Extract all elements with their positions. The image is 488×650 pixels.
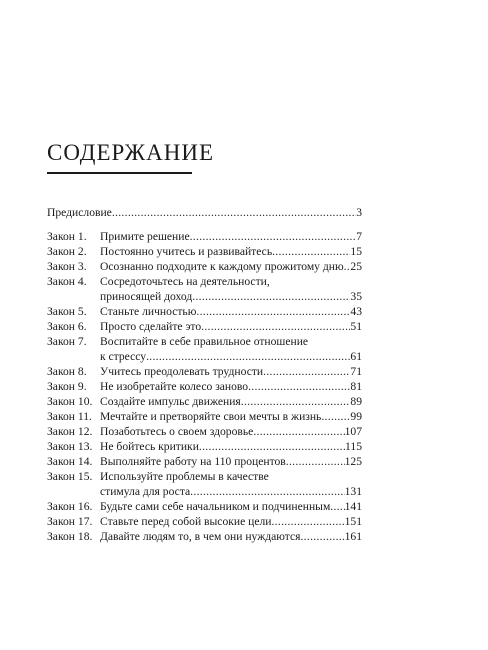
- page-number: 3: [356, 206, 362, 219]
- page-number: 115: [345, 440, 362, 453]
- law-number: Закон 10.: [47, 395, 93, 408]
- entry-title: Постоянно учитесь и развивайтесь: [100, 245, 273, 258]
- page-number: 151: [344, 515, 362, 528]
- page-number: 71: [350, 365, 362, 378]
- toc-entry[interactable]: [47, 304, 362, 319]
- page-number: 81: [350, 380, 362, 393]
- toc-entry[interactable]: [47, 424, 362, 439]
- page-number: 107: [344, 425, 362, 438]
- page-number: 61: [350, 350, 362, 363]
- dot-leader: [321, 409, 350, 424]
- page-number: 131: [344, 485, 362, 498]
- toc-entry[interactable]: [47, 379, 362, 394]
- dot-leader: [146, 349, 350, 364]
- page-number: 51: [350, 320, 362, 333]
- entry-title: к стрессу: [100, 350, 147, 363]
- entry-title: приносящей доход: [100, 290, 193, 303]
- toc-entry[interactable]: [47, 439, 362, 454]
- law-number: Закон 3.: [47, 260, 87, 273]
- entry-title: Выполняйте работу на 110 процентов: [100, 455, 286, 468]
- entry-title-line1: Сосредоточьтесь на деятельности,: [100, 275, 270, 288]
- toc-title: СОДЕРЖАНИЕ: [47, 140, 215, 165]
- entry-title: стимула для роста: [100, 485, 191, 498]
- law-number: Закон 13.: [47, 440, 93, 453]
- law-number: Закон 2.: [47, 245, 87, 258]
- law-number: Закон 17.: [47, 515, 93, 528]
- page-number: 25: [350, 260, 362, 273]
- toc-entry[interactable]: [47, 454, 362, 469]
- toc-entry[interactable]: [47, 334, 362, 364]
- dot-leader: [253, 424, 344, 439]
- dot-leader: [201, 319, 350, 334]
- dot-leader: [248, 379, 350, 394]
- toc-entry[interactable]: [47, 364, 362, 379]
- law-number: Закон 4.: [47, 275, 87, 288]
- entry-title: Учитесь преодолевать трудности: [100, 365, 264, 378]
- entry-title: Будьте сами себе начальником и подчиненным: [100, 500, 331, 513]
- dot-leader: [330, 499, 344, 514]
- entry-title: Осознанно подходите к каждому прожитому дню: [100, 260, 344, 273]
- entry-title-line1: Воспитайте в себе правильное отношение: [100, 335, 309, 348]
- page-number: 125: [344, 455, 362, 468]
- toc-entry[interactable]: [47, 529, 362, 544]
- toc-entry[interactable]: [47, 274, 362, 304]
- page-number: 89: [350, 395, 362, 408]
- dot-leader: [190, 484, 344, 499]
- entry-title: Просто сделайте это: [100, 320, 202, 333]
- toc-entry[interactable]: [47, 259, 362, 274]
- dot-leader: [271, 514, 344, 529]
- dot-leader: [286, 454, 345, 469]
- law-number: Закон 6.: [47, 320, 87, 333]
- toc-entry[interactable]: [47, 469, 362, 499]
- page-number: 99: [350, 410, 362, 423]
- dot-leader: [199, 439, 345, 454]
- dot-leader: [241, 394, 351, 409]
- law-number: Закон 12.: [47, 425, 93, 438]
- law-number: Закон 5.: [47, 305, 87, 318]
- entry-title: Позаботьтесь о своем здоровье: [100, 425, 254, 438]
- toc-entry[interactable]: [47, 319, 362, 334]
- page-number: 35: [350, 290, 362, 303]
- dot-leader: [192, 289, 350, 304]
- page-number: 7: [356, 230, 362, 243]
- law-number: Закон 8.: [47, 365, 87, 378]
- toc-entry[interactable]: [47, 394, 362, 409]
- law-number: Закон 9.: [47, 380, 87, 393]
- toc-entry[interactable]: [47, 499, 362, 514]
- law-list: [47, 229, 362, 544]
- page-number: 141: [344, 500, 362, 513]
- entry-title: Ставьте перед собой высокие цели: [100, 515, 272, 528]
- table-of-contents: [47, 205, 362, 544]
- toc-entry[interactable]: [47, 229, 362, 244]
- toc-entry[interactable]: [47, 244, 362, 259]
- entry-title: Создайте импульс движения: [100, 395, 241, 408]
- law-number: Закон 1.: [47, 230, 87, 243]
- law-number: Закон 15.: [47, 470, 93, 483]
- toc-entry[interactable]: [47, 514, 362, 529]
- entry-title: Мечтайте и претворяйте свои мечты в жизнь: [100, 410, 322, 423]
- preface-label: Предисловие: [47, 206, 112, 219]
- page-number: 43: [350, 305, 362, 318]
- title-underline: [47, 172, 192, 174]
- page-number: 15: [350, 245, 362, 258]
- law-number: Закон 7.: [47, 335, 87, 348]
- entry-title: Давайте людям то, в чем они нуждаются: [100, 530, 301, 543]
- page-number: 161: [344, 530, 362, 543]
- toc-entry[interactable]: [47, 409, 362, 424]
- dot-leader: [190, 229, 357, 244]
- entry-title: Не изобретайте колесо заново: [100, 380, 249, 393]
- dot-leader: [263, 364, 350, 379]
- entry-title: Примите решение: [100, 230, 190, 243]
- dot-leader: [272, 244, 350, 259]
- law-number: Закон 16.: [47, 500, 93, 513]
- entry-title: Станьте личностью: [100, 305, 197, 318]
- dot-leader: [344, 259, 351, 274]
- toc-entry-preface[interactable]: [47, 205, 362, 220]
- dot-leader: [196, 304, 350, 319]
- law-number: Закон 18.: [47, 530, 93, 543]
- dot-leader: [300, 529, 344, 544]
- dot-leader: [112, 205, 356, 220]
- law-number: Закон 14.: [47, 455, 93, 468]
- entry-title: Не бойтесь критики: [100, 440, 199, 453]
- entry-title-line1: Используйте проблемы в качестве: [100, 470, 269, 483]
- law-number: Закон 11.: [47, 410, 92, 423]
